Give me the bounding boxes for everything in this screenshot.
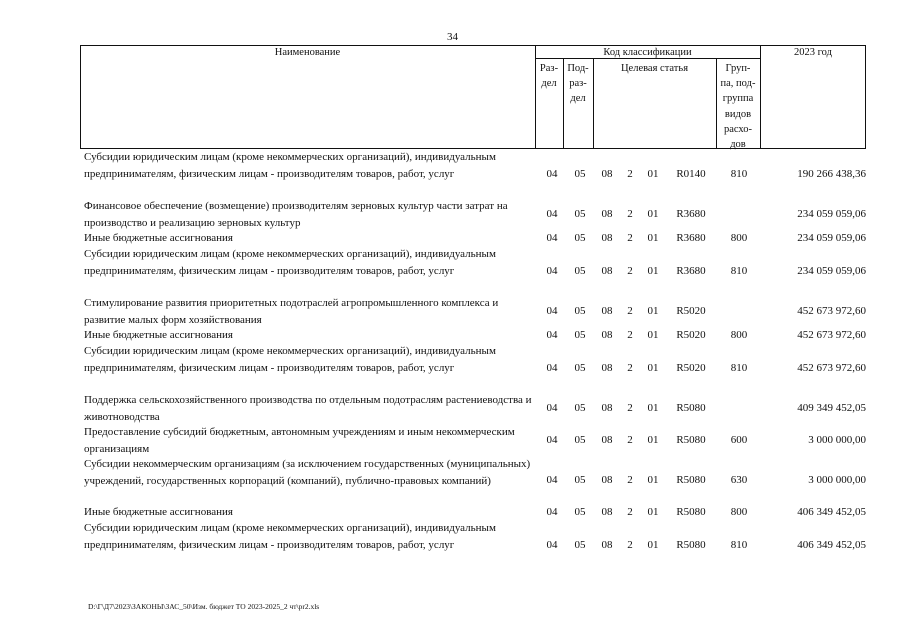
cell-pr: 05 (574, 305, 586, 317)
cell-rz: 04 (546, 208, 558, 220)
table-row (80, 149, 866, 198)
cell-c1: 08 (601, 329, 613, 341)
row-name: Субсидии юридическим лицам (кроме некоммерческих организаций), индивидуальным предпринимателям, физическим лицам - производителям товаров, работ, услуг (84, 345, 496, 374)
cell-sum: 3 000 000,00 (808, 434, 866, 446)
cell-vr: 800 (730, 329, 748, 341)
cell-c2: 2 (627, 506, 633, 518)
row-name: Субсидии юридическим лицам (кроме некоммерческих организаций), индивидуальным предпринимателям, физическим лицам - производителям товаров, работ, услуг (84, 522, 496, 551)
cell-rz: 04 (546, 474, 558, 486)
header-razdel: Раз- дел (539, 63, 559, 90)
row-name: Иные бюджетные ассигнования (84, 506, 233, 518)
cell-sum: 3 000 000,00 (808, 474, 866, 486)
row-name: Субсидии юридическим лицам (кроме некоммерческих организаций), индивидуальным предпринимателям, физическим лицам - производителям товаров, работ, услуг (84, 248, 496, 277)
cell-c3: 01 (647, 329, 659, 341)
cell-c3: 01 (647, 305, 659, 317)
table-row (80, 246, 866, 295)
cell-pr: 05 (574, 506, 586, 518)
cell-c2: 2 (627, 232, 633, 244)
cell-pr: 05 (574, 434, 586, 446)
cell-c1: 08 (601, 474, 613, 486)
cell-c3: 01 (647, 506, 659, 518)
row-name: Субсидии юридическим лицам (кроме некоммерческих организаций), индивидуальным предпринимателям, физическим лицам - производителям товаров, работ, услуг (84, 151, 496, 180)
cell-sum: 452 673 972,60 (797, 329, 866, 341)
cell-sum: 234 059 059,06 (797, 208, 866, 220)
cell-vr: 810 (730, 362, 748, 374)
cell-c4: R0140 (676, 168, 706, 180)
table-row (80, 198, 866, 230)
cell-c3: 01 (647, 232, 659, 244)
row-name: Поддержка сельскохозяйственного производства по отдельным подотраслям растениеводства и животноводства (84, 394, 532, 423)
cell-pr: 05 (574, 208, 586, 220)
header-name: Наименование (274, 47, 341, 58)
row-name: Финансовое обеспечение (возмещение) производителям зерновых культур части затрат на производство и реализацию зерновых культур (84, 200, 508, 229)
row-name: Стимулирование развития приоритетных подотраслей агропромышленного комплекса и развитие малых форм хозяйствования (84, 297, 499, 326)
cell-sum: 452 673 972,60 (797, 362, 866, 374)
table-header (80, 45, 866, 149)
cell-vr: 810 (730, 265, 748, 277)
cell-sum: 234 059 059,06 (797, 232, 866, 244)
cell-c1: 08 (601, 402, 613, 414)
cell-rz: 04 (546, 402, 558, 414)
cell-pr: 05 (574, 232, 586, 244)
header-podrazdel: Под- раз- дел (567, 63, 589, 105)
cell-c3: 01 (647, 434, 659, 446)
cell-rz: 04 (546, 434, 558, 446)
table-row (80, 504, 866, 520)
table-row (80, 520, 866, 569)
cell-c2: 2 (627, 265, 633, 277)
table-row (80, 392, 866, 424)
cell-vr: 800 (730, 232, 748, 244)
table-row (80, 295, 866, 327)
header-target: Целевая статья (620, 63, 689, 74)
cell-vr: 630 (730, 474, 748, 486)
cell-c2: 2 (627, 362, 633, 374)
cell-c3: 01 (647, 362, 659, 374)
cell-c4: R5080 (676, 434, 706, 446)
cell-rz: 04 (546, 506, 558, 518)
cell-c4: R5080 (676, 506, 706, 518)
cell-c3: 01 (647, 168, 659, 180)
cell-c4: R3680 (676, 265, 706, 277)
cell-pr: 05 (574, 168, 586, 180)
cell-c1: 08 (601, 305, 613, 317)
cell-sum: 409 349 452,05 (797, 402, 866, 414)
cell-pr: 05 (574, 402, 586, 414)
header-year: 2023 год (794, 47, 832, 58)
cell-rz: 04 (546, 168, 558, 180)
row-name: Субсидии некоммерческим организациям (за исключением государственных (муниципальных) учреждений, государственных корпораций (компаний), публично-правовых компаний) (84, 458, 531, 487)
cell-c1: 08 (601, 232, 613, 244)
cell-c2: 2 (627, 208, 633, 220)
row-name: Иные бюджетные ассигнования (84, 232, 233, 244)
cell-c4: R5080 (676, 539, 706, 551)
cell-rz: 04 (546, 305, 558, 317)
cell-c1: 08 (601, 539, 613, 551)
cell-c2: 2 (627, 168, 633, 180)
cell-vr: 810 (730, 168, 748, 180)
cell-pr: 05 (574, 474, 586, 486)
cell-c1: 08 (601, 208, 613, 220)
cell-sum: 452 673 972,60 (797, 305, 866, 317)
table-row (80, 327, 866, 343)
cell-c2: 2 (627, 402, 633, 414)
cell-c2: 2 (627, 305, 633, 317)
table-row (80, 230, 866, 246)
cell-c4: R5020 (676, 362, 706, 374)
cell-c4: R3680 (676, 208, 706, 220)
cell-c2: 2 (627, 474, 633, 486)
cell-pr: 05 (574, 265, 586, 277)
cell-c4: R3680 (676, 232, 706, 244)
cell-c1: 08 (601, 265, 613, 277)
cell-c1: 08 (601, 434, 613, 446)
cell-sum: 406 349 452,05 (797, 539, 866, 551)
cell-c4: R5020 (676, 329, 706, 341)
cell-c1: 08 (601, 168, 613, 180)
header-vid: Груп- па, под- группа видов расхо- дов (720, 63, 756, 151)
row-name: Иные бюджетные ассигнования (84, 329, 233, 341)
cell-vr: 810 (730, 539, 748, 551)
cell-pr: 05 (574, 362, 586, 374)
table-row (80, 456, 866, 504)
cell-c3: 01 (647, 208, 659, 220)
cell-c3: 01 (647, 539, 659, 551)
file-path: D:\Г\Д7\2023\ЗАКОНЫ\ЗАС_50\Изм. бюджет ТО 2023-2025_2 чт\pr2.xls (88, 602, 320, 611)
cell-rz: 04 (546, 329, 558, 341)
cell-rz: 04 (546, 362, 558, 374)
cell-pr: 05 (574, 539, 586, 551)
cell-sum: 234 059 059,06 (797, 265, 866, 277)
cell-c2: 2 (627, 434, 633, 446)
row-name: Предоставление субсидий бюджетным, автономным учреждениям и иным некоммерческим организациям (84, 426, 515, 455)
cell-rz: 04 (546, 265, 558, 277)
cell-vr: 600 (730, 434, 748, 446)
cell-c4: R5080 (676, 402, 706, 414)
table-row (80, 424, 866, 456)
table-row (80, 343, 866, 392)
cell-c4: R5080 (676, 474, 706, 486)
cell-c3: 01 (647, 402, 659, 414)
cell-c3: 01 (647, 474, 659, 486)
table-body (80, 149, 866, 569)
cell-c3: 01 (647, 265, 659, 277)
header-classification: Код классификации (603, 47, 692, 58)
cell-c1: 08 (601, 506, 613, 518)
cell-c2: 2 (627, 539, 633, 551)
cell-rz: 04 (546, 232, 558, 244)
cell-sum: 190 266 438,36 (797, 168, 866, 180)
cell-vr: 800 (730, 506, 748, 518)
cell-sum: 406 349 452,05 (797, 506, 866, 518)
cell-pr: 05 (574, 329, 586, 341)
cell-c4: R5020 (676, 305, 706, 317)
cell-c1: 08 (601, 362, 613, 374)
cell-c2: 2 (627, 329, 633, 341)
page-number: 34 (447, 31, 458, 43)
cell-rz: 04 (546, 539, 558, 551)
